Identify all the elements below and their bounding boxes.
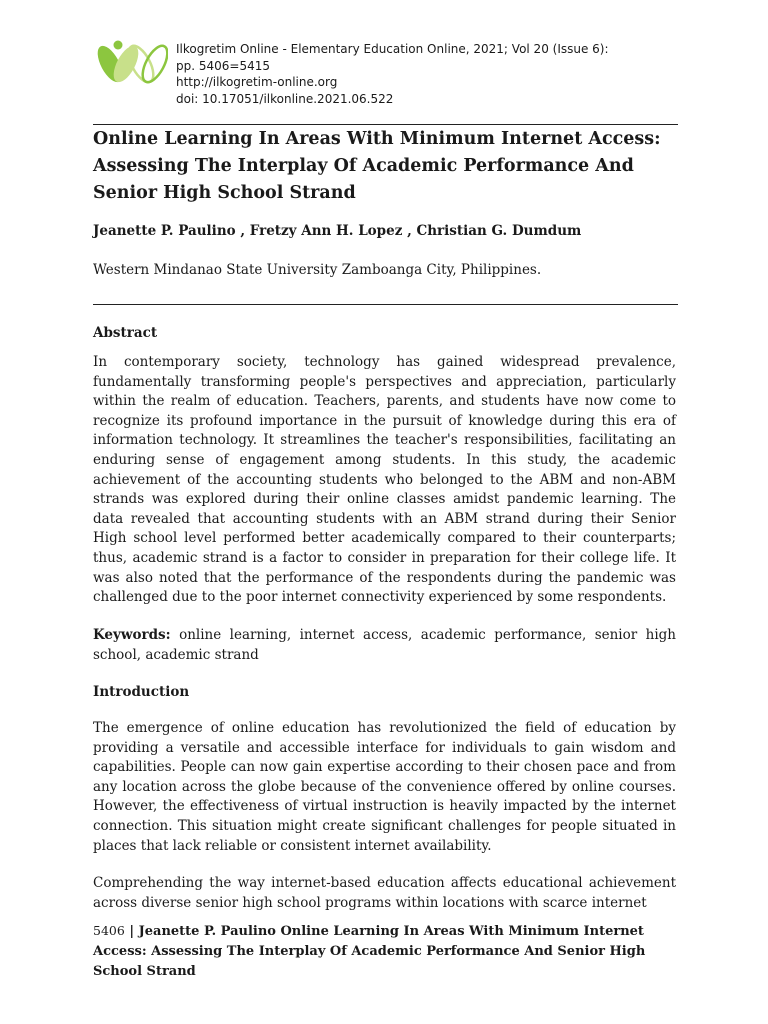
keywords (93, 626, 676, 665)
journal-citation (176, 41, 696, 107)
keywords-text: online learning, internet access, academic performance, senior high school, academic strand (93, 627, 676, 663)
journal-pages: pp. 5406=5415 (176, 58, 270, 73)
top-divider (93, 124, 678, 125)
journal-logo-icon (96, 38, 168, 88)
introduction-paragraph-2: Comprehending the way internet-based education affects educational achievement across diverse senior high school programs within locations with scarce internet (93, 875, 676, 911)
journal-url[interactable]: http://ilkogretim-online.org (176, 75, 338, 89)
journal-name: Ilkogretim Online - Elementary Education Online, 2021; Vol 20 (Issue 6): (176, 42, 609, 56)
introduction-heading: Introduction (93, 684, 190, 700)
paper-authors: Jeanette P. Paulino , Fretzy Ann H. Lopez , Christian G. Dumdum (93, 223, 582, 239)
introduction-paragraph-1: The emergence of online education has revolutionized the field of education by providing a versatile and accessible interface for individuals to gain wisdom and capabilities. People can now gain expertise according to their chosen pace and from any location across the globe because of the convenience offered by online courses. However, the effectiveness of virtual instruction is heavily impacted by the internet connection. This situation might create significant challenges for people situated in places that lack reliable or consistent internet availability. (93, 720, 676, 854)
abstract-heading: Abstract (93, 325, 158, 341)
paper-title: Online Learning In Areas With Minimum Internet Access: Assessing The Interplay Of Academic Performance And Senior High School Strand (93, 129, 661, 203)
footer-running-title: Jeanette P. Paulino Online Learning In Areas With Minimum Internet Access: Assessing The Interplay Of Academic Performance And Senior High School Strand (93, 924, 646, 979)
page-number: 5406 (93, 923, 125, 938)
footer-separator: | (124, 924, 139, 939)
journal-doi[interactable]: doi: 10.17051/ilkonline.2021.06.522 (176, 91, 394, 106)
paper-affiliation: Western Mindanao State University Zamboanga City, Philippines. (93, 262, 542, 278)
abstract-text: In contemporary society, technology has gained widespread prevalence, fundamentally transforming people's perspectives and appreciation, particularly within the realm of education. Teachers, parents, and students have now come to recognize its profound importance in the pursuit of knowledge during this era of information technology. It streamlines the teacher's responsibilities, facilitating an enduring sense of engagement among students. In this study, the academic achievement of the accounting students who belonged to the ABM and non-ABM strands was explored during their online classes amidst pandemic learning. The data revealed that accounting students with an ABM strand during their Senior High school level performed better academically compared to their counterparts; thus, academic strand is a factor to consider in preparation for their college life. It was also noted that the performance of the respondents during the pandemic was challenged due to the poor internet connectivity experienced by some respondents. (93, 354, 676, 606)
keywords-label: Keywords: (93, 627, 171, 643)
page-footer (93, 921, 678, 982)
section-divider (93, 304, 678, 305)
